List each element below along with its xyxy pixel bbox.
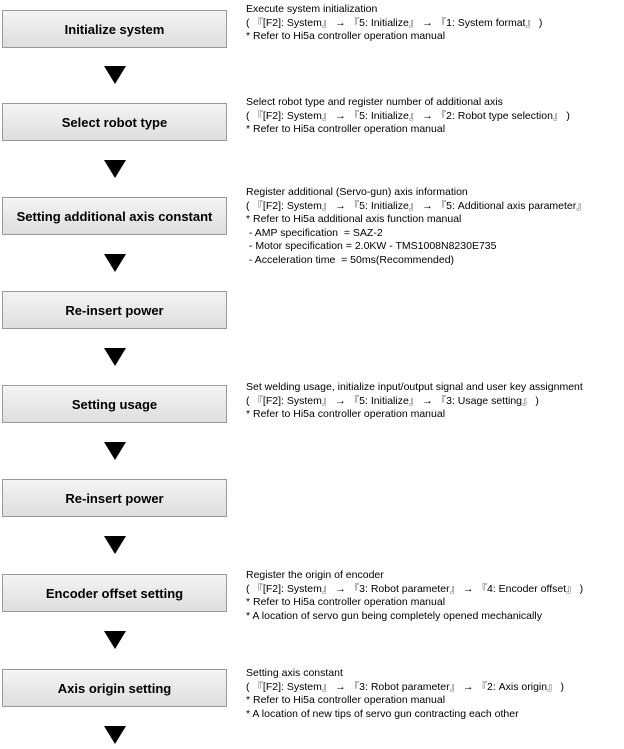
down-arrow-icon (104, 348, 126, 366)
step-label: Select robot type (61, 114, 168, 130)
step-axis-origin-setting (2, 669, 227, 707)
note-line: Setting axis constant (246, 667, 343, 679)
step-label: Initialize system (64, 21, 165, 37)
down-arrow-icon (104, 160, 126, 178)
note-select-robot-type (246, 96, 624, 137)
note-line: ( 『[F2]: System』 → 『3: Robot parameter』 → 『4: Encoder offset』 ) (246, 582, 584, 595)
note-initialize-system (246, 3, 624, 44)
step-label: Re-insert power (65, 490, 164, 506)
down-arrow-icon (104, 66, 126, 84)
step-encoder-offset-setting (2, 574, 227, 612)
note-line: * Refer to Hi5a additional axis function manual (246, 213, 462, 225)
step-select-robot-type (2, 103, 227, 141)
note-line: * Refer to Hi5a controller operation manual (246, 30, 446, 42)
note-line: - AMP specification = SAZ-2 (246, 226, 383, 239)
down-arrow-icon (104, 536, 126, 554)
down-arrow-icon (104, 254, 126, 272)
note-line: - Acceleration time = 50ms(Recommended) (246, 253, 455, 266)
step-setting-usage (2, 385, 227, 423)
note-axis-origin-setting (246, 667, 624, 721)
note-line: Register the origin of encoder (246, 569, 384, 581)
step-re-insert-power-2 (2, 479, 227, 517)
step-label: Axis origin setting (57, 680, 172, 696)
step-label: Re-insert power (65, 302, 164, 318)
note-line: * Refer to Hi5a controller operation manual (246, 694, 446, 706)
note-line: * Refer to Hi5a controller operation manual (246, 123, 446, 135)
step-setting-additional-axis-constant (2, 197, 227, 235)
note-line: ( 『[F2]: System』 → 『3: Robot parameter』 → 『2: Axis origin』 ) (246, 680, 564, 693)
down-arrow-icon (104, 442, 126, 460)
note-line: Register additional (Servo-gun) axis information (246, 186, 468, 198)
note-line: ( 『[F2]: System』 → 『5: Initialize』 → 『2: Robot type selection』 ) (246, 109, 570, 122)
note-line: * Refer to Hi5a controller operation manual (246, 596, 446, 608)
note-line: Set welding usage, initialize input/output signal and user key assignment (246, 381, 583, 393)
note-line: * A location of new tips of servo gun contracting each other (246, 707, 519, 720)
note-line: Execute system initialization (246, 3, 378, 15)
note-line: - Motor specification = 2.0KW - TMS1008N8230E735 (246, 240, 497, 252)
step-label: Setting additional axis constant (16, 208, 213, 224)
step-label: Setting usage (71, 396, 158, 412)
note-line: ( 『[F2]: System』 → 『5: Initialize』 → 『5: Additional axis parameter』 (246, 199, 587, 212)
note-setting-additional-axis-constant (246, 186, 624, 267)
note-line: ( 『[F2]: System』 → 『5: Initialize』 → 『1: System format』 ) (246, 16, 543, 29)
step-label: Encoder offset setting (45, 585, 184, 601)
down-arrow-icon (104, 631, 126, 649)
note-setting-usage (246, 381, 624, 422)
down-arrow-icon (104, 726, 126, 744)
note-encoder-offset-setting (246, 569, 624, 623)
step-re-insert-power-1 (2, 291, 227, 329)
note-line: * A location of servo gun being completely opened mechanically (246, 609, 542, 622)
note-line: ( 『[F2]: System』 → 『5: Initialize』 → 『3: Usage setting』 ) (246, 394, 539, 407)
step-initialize-system (2, 10, 227, 48)
note-line: * Refer to Hi5a controller operation manual (246, 408, 446, 420)
note-line: Select robot type and register number of additional axis (246, 96, 503, 108)
